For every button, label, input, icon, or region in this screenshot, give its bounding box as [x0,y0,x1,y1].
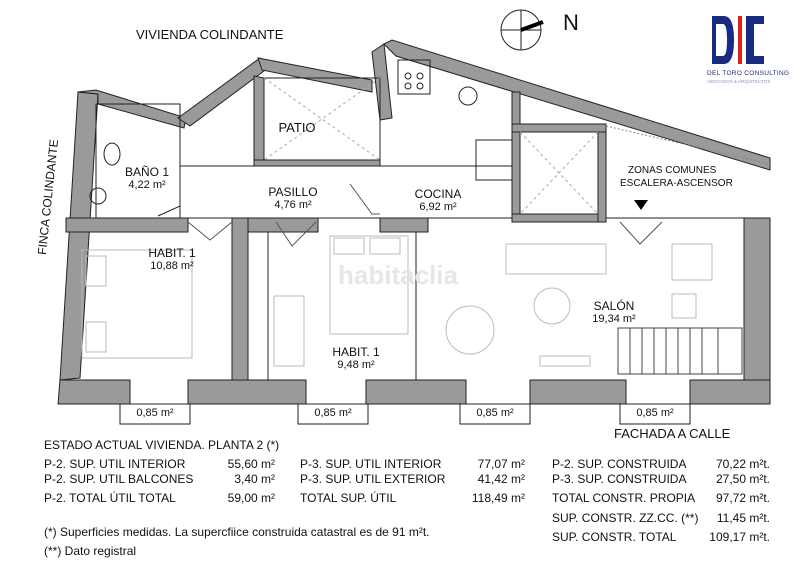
c1-r3-value: 59,00 m² [227,491,275,505]
coffee-table [534,288,570,324]
room-habit-a-name: HABIT. 1 [148,246,196,260]
room-cocina-area: 6,92 m² [419,201,457,213]
wall-hall-4 [380,218,428,232]
wall-west [60,92,98,380]
note-1: (*) Superficies medidas. La supercfiice construida catastral es de 91 m²t. [44,525,430,539]
wall-south-5 [690,380,770,404]
label-escalera: ESCALERA-ASCENSOR [620,178,733,189]
room-bano-name: BAÑO 1 [124,165,170,179]
room-patio-name: PATIO [278,120,316,135]
wall-stair-2 [512,214,604,222]
room-bano-area: 4,22 m² [128,179,166,191]
label-zonas-comunes: ZONAS COMUNES [628,165,717,176]
c2-r1-value: 77,07 m² [477,457,525,471]
c2-r2-label: P-3. SUP. UTIL EXTERIOR [300,472,446,486]
c2-r3-label: TOTAL SUP. ÚTIL [300,491,397,505]
hall-corridor [180,166,512,218]
balcony-area-2: 0,85 m² [314,407,352,419]
room-habit-b-name: HABIT. 1 [332,345,380,359]
wall-stair-3 [598,126,606,222]
c1-r2-label: P-2. SUP. UTIL BALCONES [44,472,194,486]
wall-patio-bottom [254,160,380,166]
c3-r4-value: 11,45 m²t. [716,511,770,525]
c3-r3-label: TOTAL CONSTR. PROPIA [552,491,696,505]
c3-r3-value: 97,72 m²t. [715,491,770,505]
wall-south-4 [530,380,626,404]
room-salon-area: 19,34 m² [592,313,636,325]
staircase [618,328,742,374]
c1-r1-value: 55,60 m² [227,457,275,471]
room-habit-a-area: 10,88 m² [150,260,194,272]
company-logo [710,12,766,68]
sofa [506,244,606,274]
c3-r2-value: 27,50 m²t. [715,472,770,486]
room-habit-b-area: 9,48 m² [337,359,375,371]
compass-icon [497,6,545,54]
label-finca-colindante: FINCA COLINDANTE [34,138,62,256]
wall-stair-top [512,124,606,132]
wall-patio-left [254,76,264,166]
north-label: N [563,10,579,35]
c3-r2-label: P-3. SUP. CONSTRUIDA [552,472,687,486]
c3-r1-label: P-2. SUP. CONSTRUIDA [552,457,687,471]
toilet [104,143,120,165]
entrance-arrow [634,200,648,210]
wall-north-3 [258,58,372,92]
balcony-area-4: 0,85 m² [636,407,674,419]
armchair [672,244,712,280]
wall-south-2 [188,380,306,404]
wall-south-1 [58,380,130,404]
room-cocina-name: COCINA [414,187,462,201]
note-2: (**) Dato registral [44,544,137,558]
wall-stair [512,92,520,222]
balcony-area-3: 0,85 m² [476,407,514,419]
wall-hall [66,218,188,232]
label-vivienda-colindante: VIVIENDA COLINDANTE [136,27,284,42]
c3-r5-value: 109,17 m²t. [709,530,770,544]
room-pasillo-area: 4,76 m² [274,199,312,211]
c1-r1-label: P-2. SUP. UTIL INTERIOR [44,457,186,471]
wall-hall-3 [232,218,248,380]
logo-subtitle: ABOGADOS & ARQUITECTOS [707,79,771,84]
bidet [90,188,106,204]
surface-summary [0,436,800,565]
watermark: habitaclia [338,260,458,290]
c3-r4-label: SUP. CONSTR. ZZ.CC. (**) [552,511,699,525]
wall-south-3 [366,380,466,404]
c3-r5-label: SUP. CONSTR. TOTAL [552,530,677,544]
dining-table [446,306,494,354]
room-salon-name: SALÓN [593,299,635,313]
summary-heading: ESTADO ACTUAL VIVIENDA. PLANTA 2 (*) [44,438,280,452]
label-fachada: FACHADA A CALLE [614,426,731,441]
c2-r2-value: 41,42 m² [477,472,525,486]
room-pasillo-name: PASILLO [268,185,318,199]
logo-name: DEL TORO CONSULTING [707,70,790,77]
c2-r3-value: 118,49 m² [471,491,525,505]
kitchen-sink [459,87,477,105]
wall-east [744,218,770,398]
c1-r3-label: P-2. TOTAL ÚTIL TOTAL [44,491,176,505]
c2-r1-label: P-3. SUP. UTIL INTERIOR [300,457,442,471]
c3-r1-value: 70,22 m²t. [715,457,770,471]
c1-r2-value: 3,40 m² [234,472,275,486]
balcony-area-1: 0,85 m² [136,407,174,419]
